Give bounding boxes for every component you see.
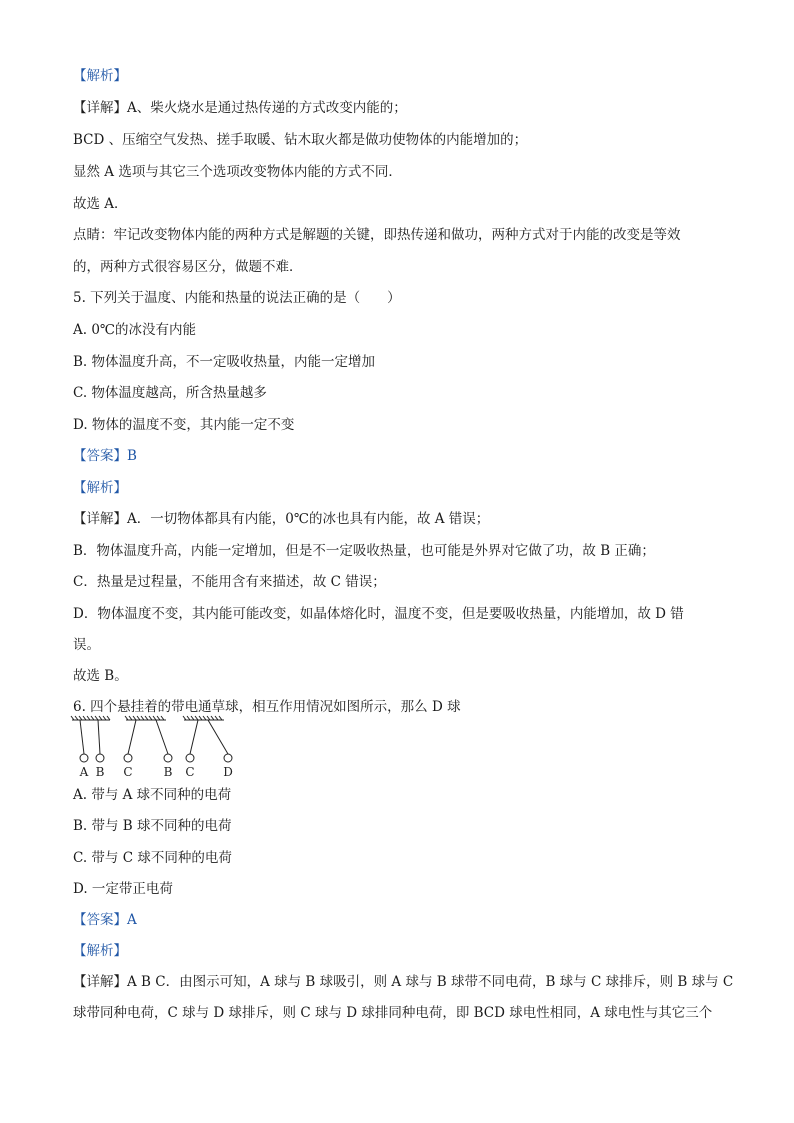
tip-paragraph: 点睛：牢记改变物体内能的两种方式是解题的关键，即热传递和做功，两种方式对于内能的改变是等效: [73, 227, 681, 243]
ball-b: [96, 754, 104, 762]
answer-label: 【答案】A: [73, 912, 137, 928]
text-line: BCD 、压缩空气发热、搓手取暖、钻木取火都是做功使物体的内能增加的；: [73, 132, 528, 148]
option-c: C. 物体温度越高，所含热量越多: [73, 385, 267, 401]
text-line: 显然 A 选项与其它三个选项改变物体内能的方式不同．: [73, 164, 402, 180]
option-a: A. 带与 A 球不同种的电荷: [73, 787, 232, 803]
option-b: B. 物体温度升高，不一定吸收热量，内能一定增加: [73, 354, 376, 370]
text-line: C．热量是过程量，不能用含有来描述，故 C 错误；: [73, 574, 386, 590]
section-label-analysis: 【解析】: [73, 943, 127, 959]
option-a: A. 0℃的冰没有内能: [73, 322, 197, 338]
question-6: 6. 四个悬挂着的带电通草球，相互作用情况如图所示，那么 D 球: [73, 699, 461, 715]
section-label-analysis: 【解析】: [73, 480, 127, 496]
ball-c: [186, 754, 194, 762]
option-c: C. 带与 C 球不同种的电荷: [73, 850, 232, 866]
ball-c: [124, 754, 132, 762]
text-line: B．物体温度升高，内能一定增加，但是不一定吸收热量，也可能是外界对它做了功，故 B 正确；: [73, 543, 655, 559]
pith-balls-figure: [68, 714, 248, 780]
ball-b: [164, 754, 172, 762]
ball-label: C: [123, 765, 133, 779]
ball-d: [224, 754, 232, 762]
detail-paragraph: 【详解】A B C．由图示可知，A 球与 B 球吸引，则 A 球与 B 球带不同电荷，B 球与 C 球排斥，则 B 球与 C: [73, 974, 734, 990]
ball-label: D: [223, 765, 233, 779]
ball-a: [80, 754, 88, 762]
answer-choice-line: 故选 B。: [73, 668, 128, 684]
detail-paragraph: 【详解】A．一切物体都具有内能，0℃的冰也具有内能，故 A 错误；: [73, 511, 490, 527]
answer-label: 【答案】B: [73, 448, 137, 464]
text-line: 的，两种方式很容易区分，做题不难．: [73, 259, 303, 275]
option-b: B. 带与 B 球不同种的电荷: [73, 818, 232, 834]
answer-choice-line: 故选 A．: [73, 196, 128, 212]
ball-label: C: [185, 765, 195, 779]
ball-label: A: [79, 765, 89, 779]
option-d: D. 物体的温度不变，其内能一定不变: [73, 417, 295, 433]
detail-paragraph: 【详解】A、柴火烧水是通过热传递的方式改变内能的；: [73, 100, 407, 116]
question-5: 5. 下列关于温度、内能和热量的说法正确的是（ ）: [73, 290, 401, 306]
ball-label: B: [163, 765, 173, 779]
option-d: D. 一定带正电荷: [73, 881, 173, 897]
text-line: 误。: [73, 637, 100, 653]
text-line: D．物体温度不变，其内能可能改变，如晶体熔化时，温度不变，但是要吸收热量，内能增加，故 D 错: [73, 606, 684, 622]
section-label-analysis: 【解析】: [73, 68, 127, 84]
text-line: 球带同种电荷，C 球与 D 球排斥，则 C 球与 D 球排同种电荷，即 BCD 球电性相同，A 球电性与其它三个: [73, 1005, 713, 1021]
ball-label: B: [95, 765, 105, 779]
